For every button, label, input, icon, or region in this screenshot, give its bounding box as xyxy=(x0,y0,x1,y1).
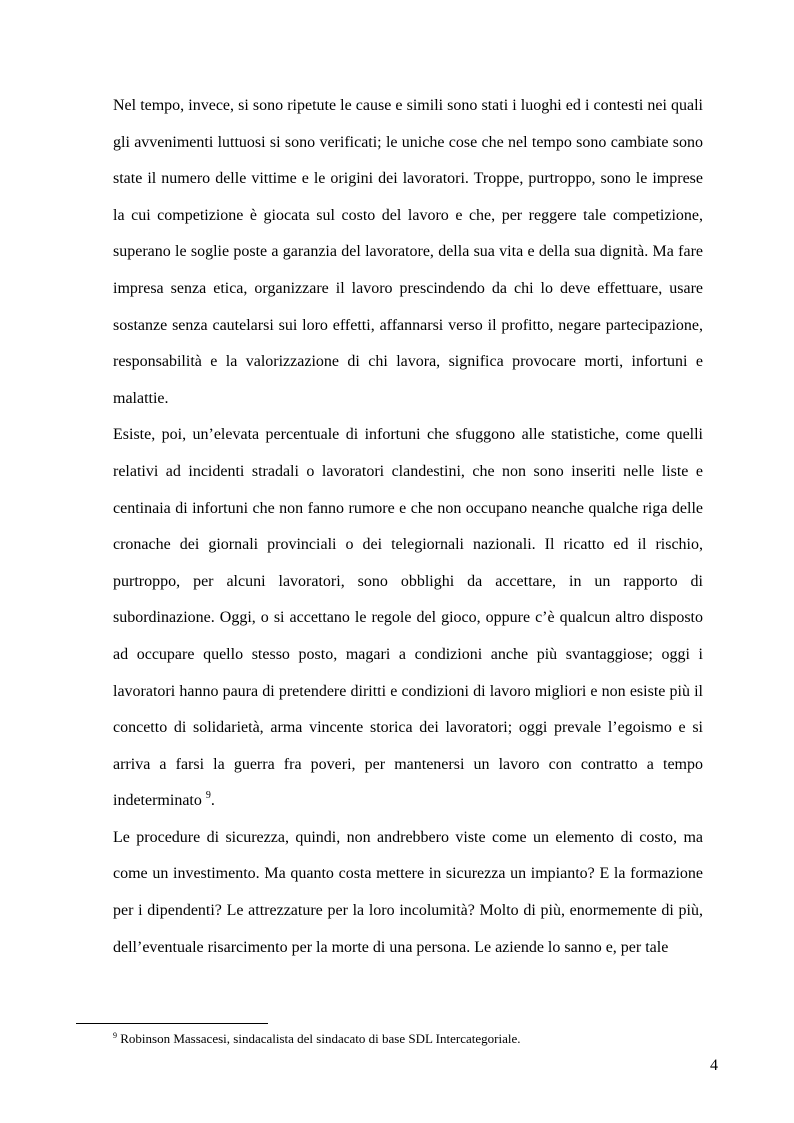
paragraph-2-text: Esiste, poi, un’elevata percentuale di infortuni che sfuggono alle statistiche, come quelli relativi ad incidenti stradali o lavoratori clandestini, che non sono inseriti nelle liste e centinaia di infortuni che non fanno rumore e che non occupano neanche qualche riga delle cronache dei giornali provinciali o dei telegiornali nazionali. Il ricatto ed il rischio, purtroppo, per alcuni lavoratori, sono obblighi da accettare, in un rapporto di subordinazione. Oggi, o si accettano le regole del gioco, oppure c’è qualcun altro disposto ad occupare quello stesso posto, magari a condizioni anche più svantaggiose; oggi i lavoratori hanno paura di pretendere diritti e condizioni di lavoro migliori e non esiste più il concetto di solidarietà, arma vincente storica dei lavoratori; oggi prevale l’egoismo e si arriva a farsi la guerra fra poveri, per mantenersi un lavoro con contratto a tempo indeterminato xyxy=(113,426,703,810)
footnote-reference[interactable]: 9 xyxy=(205,790,211,802)
footnote xyxy=(113,1030,703,1048)
paragraph-3 xyxy=(113,820,703,966)
page-number: 4 xyxy=(710,1057,718,1074)
body-text xyxy=(113,88,703,966)
paragraph-1-text: Nel tempo, invece, si sono ripetute le cause e simili sono stati i luoghi ed i contesti nei quali gli avvenimenti luttuosi si sono verificati; le uniche cose che nel tempo sono cambiate sono state il numero delle vittime e le origini dei lavoratori. Troppe, purtroppo, sono le imprese la cui competizione è giocata sul costo del lavoro e che, per reggere tale competizione, superano le soglie poste a garanzia del lavoratore, della sua vita e della sua dignità. Ma fare impresa senza etica, organizzare il lavoro prescindendo da chi lo deve effettuare, usare sostanze senza cautelarsi sui loro effetti, affannarsi verso il profitto, negare partecipazione, responsabilità e la valorizzazione di chi lavora, significa provocare morti, infortuni e malattie. xyxy=(113,97,703,407)
paragraph-3-text: Le procedure di sicurezza, quindi, non andrebbero viste come un elemento di costo, ma come un investimento. Ma quanto costa mettere in sicurezza un impianto? E la formazione per i dipendenti? Le attrezzature per la loro incolumità? Molto di più, enormemente di più, dell’eventuale risarcimento per la morte di una persona. Le aziende lo sanno e, per tale xyxy=(113,828,703,956)
paragraph-1 xyxy=(113,88,703,417)
paragraph-2 xyxy=(113,417,703,820)
paragraph-2-end: . xyxy=(210,792,215,810)
footnote-separator xyxy=(76,1023,268,1024)
footnote-number: 9 xyxy=(113,1031,117,1040)
footnote-text: Robinson Massacesi, sindacalista del sindacato di base SDL Intercategoriale. xyxy=(120,1031,521,1046)
